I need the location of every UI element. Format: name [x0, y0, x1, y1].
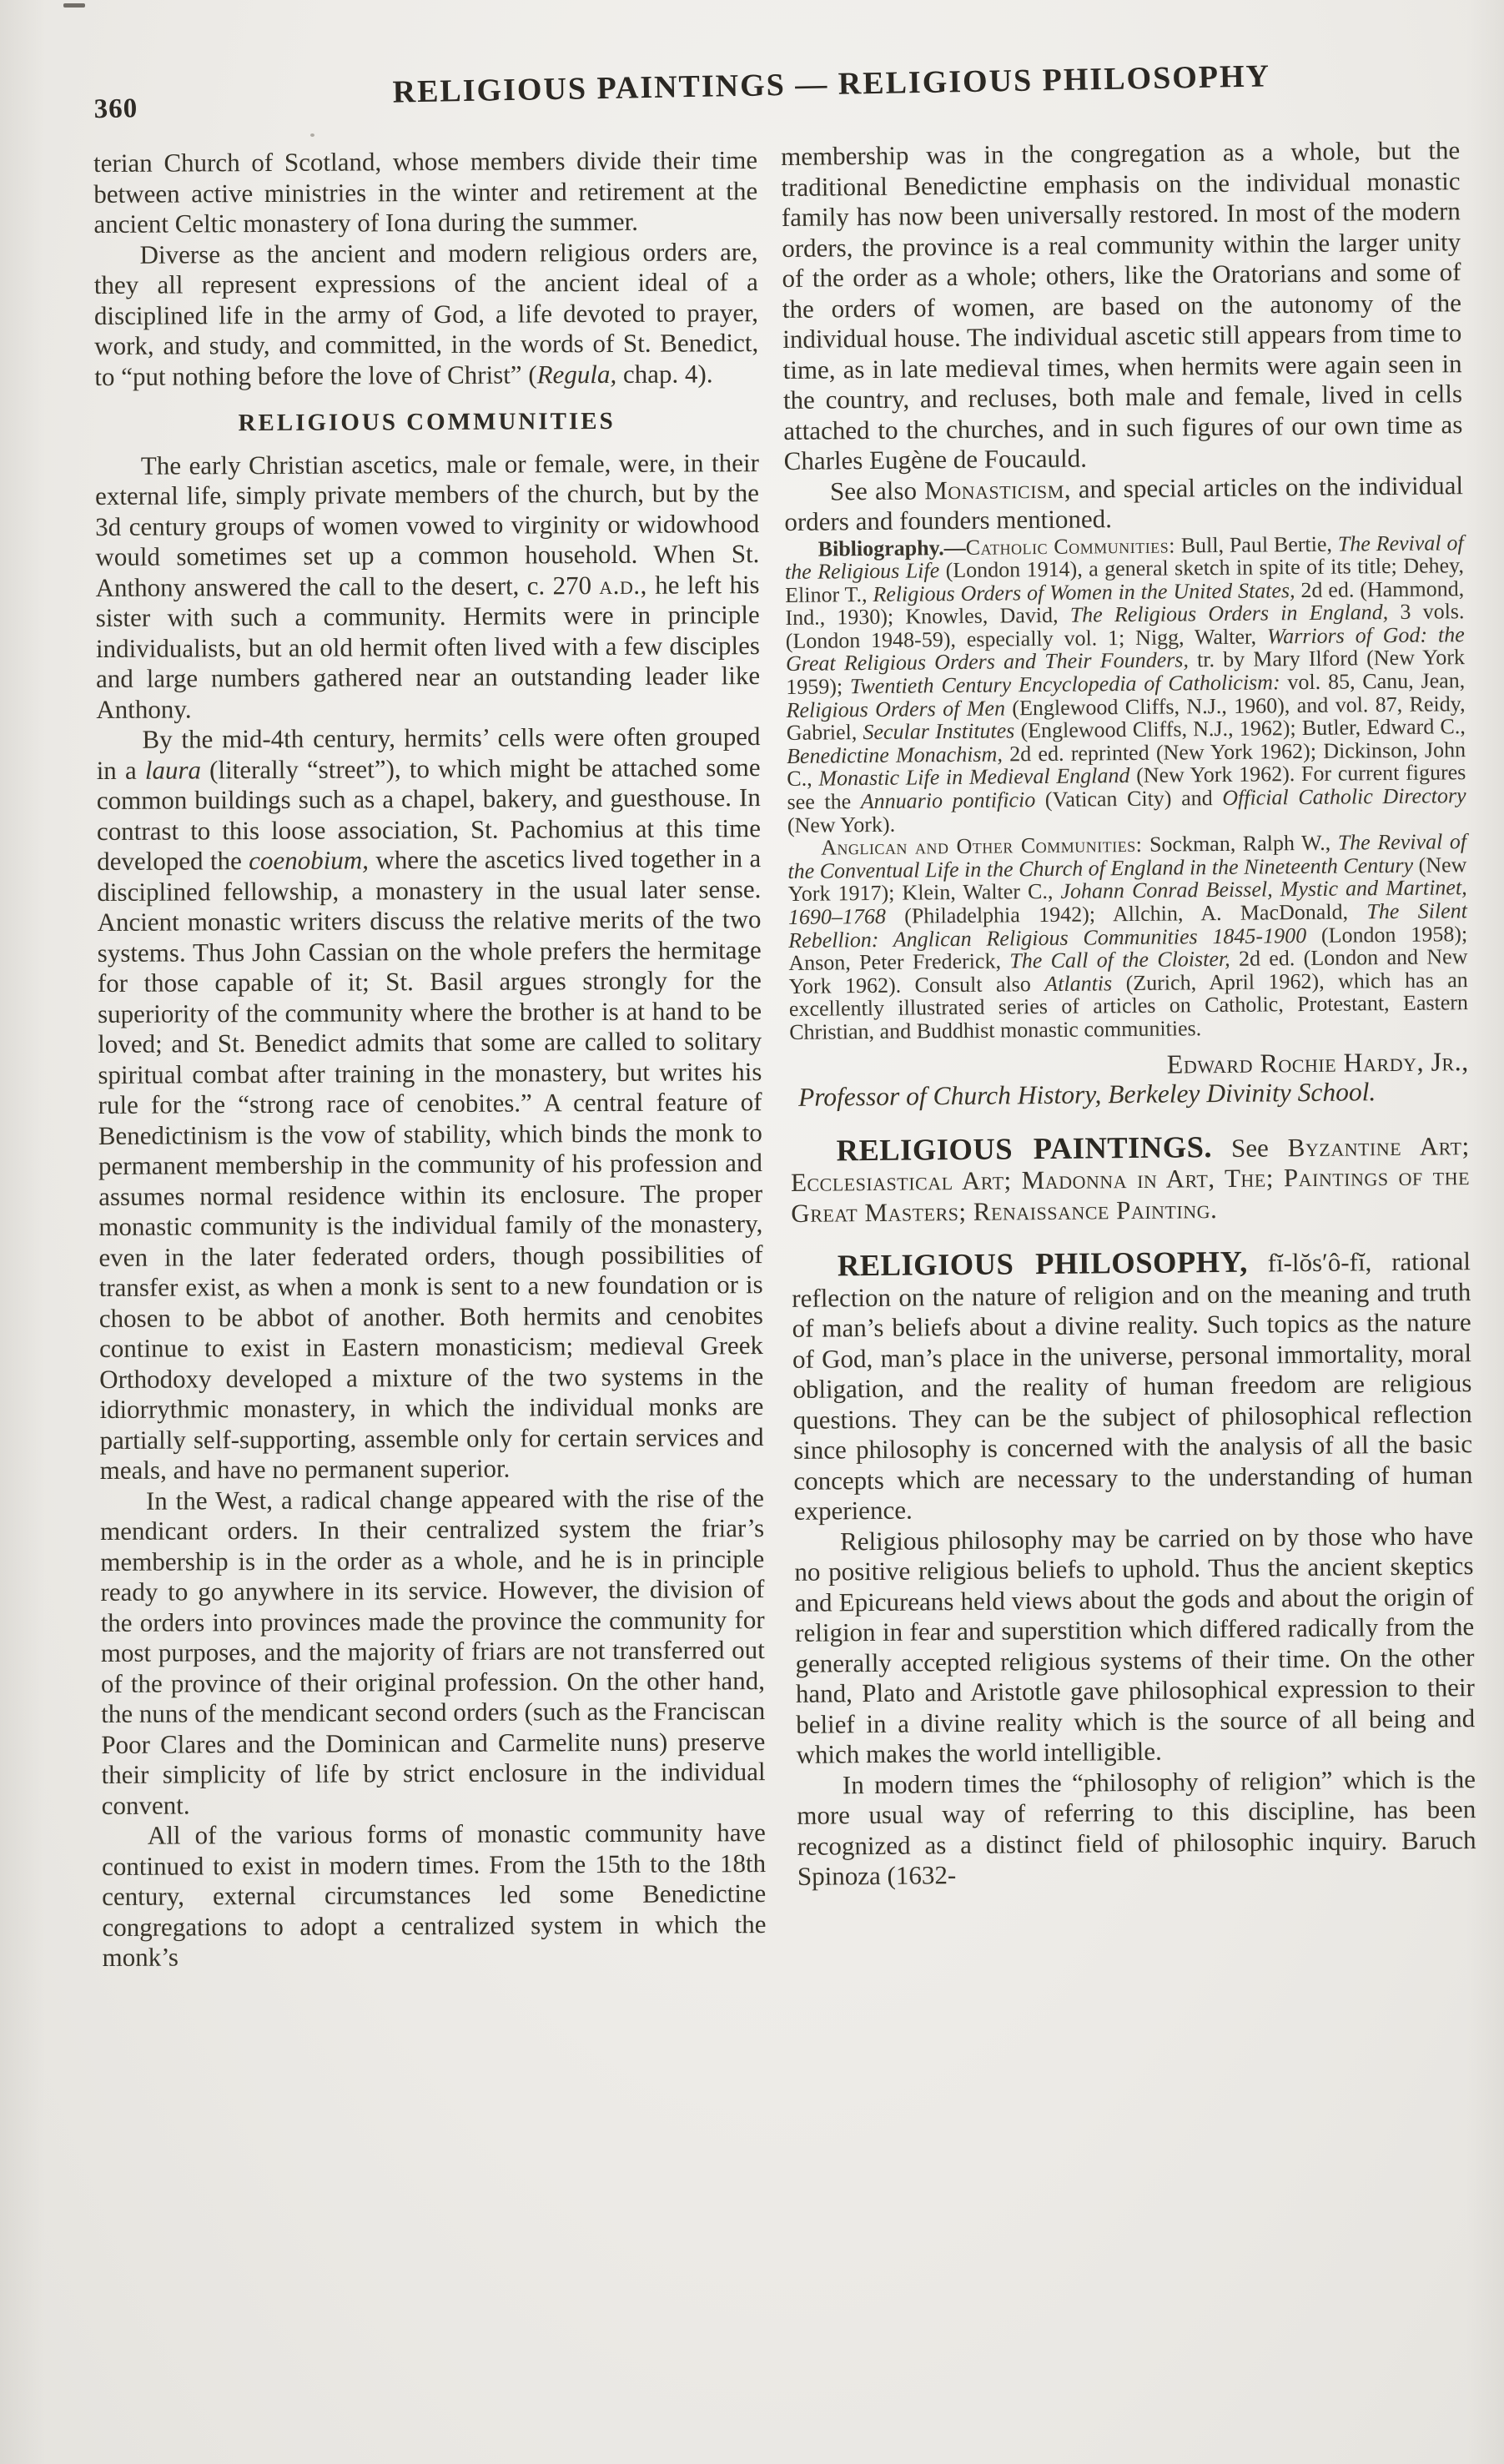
text-run: The Call of the Cloister, [1009, 947, 1230, 973]
text-run: Atlantis [1044, 971, 1113, 996]
text-run: Secular Institutes [863, 718, 1015, 745]
left-column [93, 145, 767, 1973]
text-run: Warriors of God: the Great Religious Orders and Their Founders, [785, 622, 1465, 676]
bibliography-paragraph [785, 531, 1466, 837]
text-run: (London 1914), a general sketch in spite of its title; Dehey, Elinor T., [785, 553, 1465, 607]
signature-role [790, 1076, 1469, 1113]
text-run: coenobium, [249, 845, 370, 876]
text-run: Religious Orders of Men [786, 696, 1006, 722]
paragraph [797, 1764, 1476, 1893]
text-run: 3 vols. (London 1948-59), especially vol. 1; Nigg, Walter, [785, 599, 1465, 653]
text-run: vol. 85, Canu, Jean, [1280, 668, 1466, 695]
text-run: 2d ed. (London and New York 1962). Consult also [788, 944, 1468, 998]
text-run: Professor of Church History, Berkeley Divinity School. [797, 1077, 1376, 1112]
text-run: Monasticism [924, 474, 1064, 505]
text-run: Sockman, Ralph W., [1142, 830, 1338, 857]
right-column [781, 135, 1476, 1892]
text-run: RELIGIOUS PAINTINGS. [836, 1129, 1213, 1167]
text-run: (New York). [787, 812, 896, 837]
text-run: All of the various forms of monastic community have continued to exist in modern times. From the 15th to the 18th century, external circumstances led some Benedictine congregations to adopt a centralized system in which the monk’s [101, 1818, 767, 1972]
text-run: a.d., [599, 570, 647, 600]
text-run: chap. 4). [616, 358, 713, 389]
text-run: See also [829, 475, 925, 505]
text-run: (Philadelphia 1942); Allchin, A. MacDonald, [885, 899, 1367, 928]
running-header-title: RELIGIOUS PAINTINGS — RELIGIOUS PHILOSOPHY [392, 58, 1271, 110]
text-run: Bull, Paul Bertie, [1175, 531, 1338, 557]
text-run: In modern times the “philosophy of religion” which is the more usual way of referring to this discipline, has been recognized as a distinct field of philosophic inquiry. Baruch Spinoza (1632- [797, 1763, 1476, 1891]
text-run: (Vatican City) and [1035, 785, 1223, 812]
paragraph [94, 237, 759, 392]
text-run: 2d ed. reprinted (New York 1962); Dickinson, John C., [787, 737, 1466, 792]
paragraph [784, 470, 1464, 538]
text-run: membership was in the congregation as a whole, but the traditional Benedictine emphasis on the individual monastic family has now been universally restored. In most of the modern orders, the province is a real community within the larger unity of the order as a whole; others, like the Oratorians and some of the orders of women, are based on the autonomy of the individual house. The individual ascetic still appears from time to time, as in late medieval times, when hermits were again seen in the country, and recluses, both male and female, lived in cells attached to the churches, and in such figures of our own time as Charles Eugène de Foucauld. [781, 135, 1463, 475]
text-run: Regula, [536, 359, 617, 389]
text-run: where the ascetics lived together in a disciplined fellowship, a monastery in the usual later sense. Ancient monastic writers discuss the relative merits of the two systems. Thus John Cassian on the whole prefers the hermitage for those capable of it; St. Basil argues strongly for the superiority of the community where the brother is at hand to be loved; and St. Benedict admits that some are called to solitary spiritual combat after training in the monastery, but writes his rule for the “strong race of cenobites.” A central feature of Benedictinism is the vow of stability, which binds the monk to permanent membership in the community of his profession and assumes normal residence within its enclosure. The proper monastic community is the individual family of the monastery, even in the later federated orders, though possibilities of transfer exist, as when a monk is sent to a new foundation or is chosen to be abbot of another. Both hermits and cenobites continue to exist in Eastern monasticism; medieval Greek Orthodoxy developed a mixture of the two systems in the idiorrythmic monastery, in which the individual monks are partially self-supporting, assemble only for certain services and meals, and have no permanent superior. [97, 843, 764, 1485]
text-run: 2d ed. (Hammond, Ind., 1930); Knowles, David, [785, 576, 1465, 631]
paragraph [96, 722, 763, 1486]
text-run: Official Catholic Directory [1222, 783, 1466, 810]
text-run: laura [144, 754, 202, 785]
text-run: Anglican and Other Communities: [820, 832, 1143, 860]
text-run: Diverse as the ancient and modern religious orders are, they all represent expressions of the ancient ideal of a disciplined life in the army of God, a life devoted to prayer, work, and study, and committed, in the words of St. Benedict, to “put nothing before the love of Christ” ( [93, 236, 759, 391]
scan-speck [179, 1438, 182, 1441]
text-run: Byzantine Art; Ecclesiastical Art; Madonna in Art, The; Paintings of the Great Masters; Renaissance Painting. [790, 1130, 1471, 1228]
text-run: he left his sister with such a community. Hermits were in principle individualists, but an old hermit often lived with a few disciples and large numbers gathered near an outstanding leader like Anthony. [95, 569, 761, 724]
text-run: Catholic Communities: [965, 532, 1176, 560]
paragraph [95, 448, 761, 725]
text-run: (literally “street”), to which might be attached some common buildings such as a chapel, bakery, and guesthouse. In contrast to this loose association, St. Pachomius at this time developed the [96, 752, 762, 876]
text-run: In the West, a radical change appeared with the rise of the mendicant orders. In their centralized system the friar’s membership is in the order as a whole, and he is in principle ready to go anywhere in its service. However, the division of the orders into provinces made the province the community for most purposes, and the majority of friars are not transferred out of the province of their original profession. On the other hand, the nuns of the mendicant second orders (such as the Franciscan Poor Clares and the Dominican and Carmelite nuns) preserve their simplicity of life by strict enclosure in the individual convent. [100, 1482, 766, 1820]
text-run: (New York 1962). For current figures see the [787, 760, 1466, 814]
text-run: (Englewood Cliffs, N.J., 1962); Butler, Edward C., [1014, 714, 1466, 743]
scan-speck [63, 3, 85, 8]
text-run: The Revival of the Conventual Life in the Church of England in the Nineteenth Century [787, 829, 1467, 883]
text-run: Religious Orders of Women in the United States, [873, 577, 1295, 606]
text-run: (London 1958); Anson, Peter Frederick, [788, 921, 1468, 976]
text-run: See [1211, 1132, 1288, 1163]
text-run: The early Christian ascetics, male or female, were, in their external life, simply private members of the church, but by the 3d century groups of women vowed to virginity or widowhood would sometimes set up a common household. When St. Anthony answered the call to the desert, c. 270 [94, 447, 760, 602]
paragraph [102, 1818, 767, 1973]
text-run: Monastic Life in Medieval England [818, 763, 1130, 792]
text-run: RELIGIOUS PHILOSOPHY, [837, 1244, 1248, 1283]
paragraph [93, 145, 758, 239]
text-run: fĭ-lŏs′ô-fĭ, rational reflection on the nature of religion and on the meaning and truth of man’s beliefs about a divine reality. Such topics as the nature of God, man’s place in the universe, personal immortality, moral obligation, and the reality of human freedom are religious questions. They can be the subject of philosophical reflection since philosophy is concerned with the analysis of all the basic concepts which are necessary to the understanding of human experience. [792, 1246, 1473, 1526]
paragraph [781, 135, 1463, 476]
text-run: tr. by Mary Ilford (New York 1959); [786, 645, 1466, 700]
text-run: terian Church of Scotland, whose members divide their time between active ministries in the winter and retirement at the ancient Celtic monastery of Iona during the summer. [93, 145, 758, 239]
text-run: (Zurich, April 1962), which has an excellently illustrated series of articles on Catholic, Protestant, Eastern Christian, and Buddhist monastic communities. [788, 967, 1469, 1044]
running-head [0, 0, 1504, 153]
entry-paragraph [790, 1129, 1470, 1229]
text-run: Annuario pontificio [860, 787, 1036, 814]
text-run: Benedictine Monachism, [786, 742, 1004, 768]
bibliography-paragraph [787, 830, 1468, 1043]
text-run: Edward Rochie Hardy, Jr., [1166, 1045, 1469, 1079]
text-run: Twentieth Century Encyclopedia of Catholicism: [849, 670, 1280, 699]
section-heading: RELIGIOUS COMMUNITIES [238, 407, 616, 437]
paragraph [794, 1521, 1476, 1771]
text-run: The Revival of the Religious Life [784, 530, 1464, 585]
text-run: Johann Conrad Beissel, Mystic and Martinet, 1690–1768 [787, 875, 1467, 929]
text-run: (Englewood Cliffs, N.J., 1960), and vol. 87, Reidy, Gabriel, [786, 691, 1466, 746]
scan-speck [310, 133, 314, 137]
text-run: The Silent Rebellion: Anglican Religious Communities 1845-1900 [788, 898, 1468, 953]
paragraph [100, 1483, 766, 1821]
text-run: Bibliography.— [817, 535, 966, 561]
text-run: (New York 1917); Klein, Walter C., [787, 852, 1467, 907]
entry-paragraph [792, 1245, 1473, 1526]
text-run: Religious philosophy may be carried on by those who have no positive religious beliefs to uphold. Thus the ancient skeptics and Epicureans held views about the gods and about the origin of religion in fear and superstition which differed radically from the generally accepted religious systems of their time. On the other hand, Plato and Aristotle gave philosophical expression to their belief in a divine reality which is the source of all being and which makes the world intelligible. [794, 1520, 1476, 1769]
page-number: 360 [93, 93, 138, 125]
text-run: The Religious Orders in England, [1069, 600, 1389, 627]
text-run: , and special articles on the individual orders and founders mentioned. [784, 470, 1464, 536]
text-run: By the mid-4th century, hermits’ cells were often grouped in a [96, 722, 761, 785]
